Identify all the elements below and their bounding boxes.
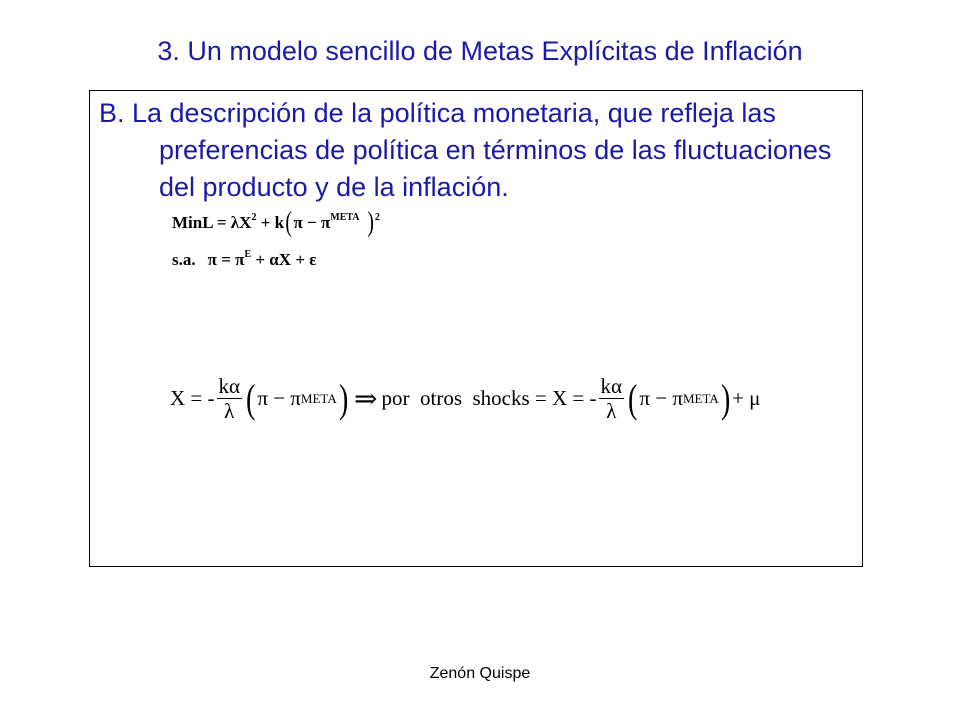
eq3-fraction <box>217 374 243 423</box>
constraint-equation <box>172 249 317 270</box>
eq3-fraction-2 <box>599 374 625 423</box>
eq1-meta: META <box>330 212 360 223</box>
bullet-text: B. La descripción de la política monetaria, que refleja las preferencias de política en términos de las fluctuaciones del producto y de la inflación. <box>99 98 832 202</box>
eq3-paren-close-2: ) <box>720 375 731 421</box>
eq1-paren-close: ) <box>366 207 374 238</box>
eq3-numerator-2: kα <box>600 374 623 398</box>
footer-author: Zenón Quispe <box>429 665 531 682</box>
eq2-body: π = π <box>207 250 245 269</box>
eq3-numerator: kα <box>218 374 241 398</box>
slide-title: 3. Un modelo sencillo de Metas Explícitas de Inflación <box>157 36 803 66</box>
implies-arrow-icon: ⇒ <box>354 383 378 415</box>
eq1-lhs: MinL = λX <box>172 213 252 232</box>
eq2-sa: s.a. <box>172 250 196 269</box>
eq1-paren-open: ( <box>285 207 293 238</box>
objective-equation <box>172 209 380 237</box>
eq3-meta: META <box>300 390 337 406</box>
eq3-x-eq: X = - <box>170 386 215 410</box>
eq3-pi-diff: π − π <box>257 386 301 410</box>
eq1-plus-k: + k <box>256 213 285 232</box>
eq3-middle: por otros shocks = X = - <box>381 386 597 410</box>
eq3-denominator-2: λ <box>606 399 617 423</box>
eq2-exp-e: E <box>244 249 252 260</box>
eq3-meta-2: META <box>682 390 719 406</box>
eq1-exponent: 2 <box>251 212 257 223</box>
solution-equation <box>170 374 760 423</box>
eq1-pi-diff: π − π <box>293 213 331 232</box>
eq3-paren-close: ) <box>338 375 349 421</box>
eq3-denominator: λ <box>224 399 235 423</box>
eq3-tail: + μ <box>732 386 761 410</box>
eq1-outer-exponent: 2 <box>374 212 380 223</box>
eq2-rest: + αX + ε <box>251 250 317 269</box>
eq3-pi-diff-2: π − π <box>639 386 683 410</box>
eq3-paren-open: ( <box>246 375 256 421</box>
eq3-paren-open-2: ( <box>628 375 638 421</box>
content-box <box>89 90 863 567</box>
